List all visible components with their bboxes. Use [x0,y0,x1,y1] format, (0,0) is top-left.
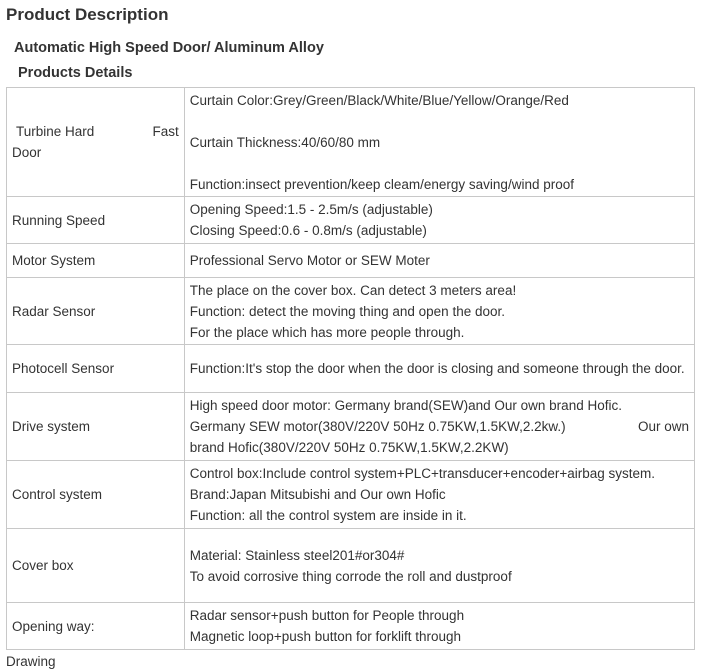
value-line: Curtain Thickness:40/60/80 mm [189,134,381,150]
row-value [184,603,694,650]
value-line: Function:It's stop the door when the door is closing and someone through the door. [189,361,685,376]
row-label: Photocell Sensor [7,345,185,393]
row-value [184,88,694,197]
row-value [184,278,694,345]
row-value [184,244,694,278]
row-value [184,197,694,244]
value-line: brand Hofic(380V/220V 50Hz 0.75KW,1.5KW,2.2KW) [189,440,509,455]
row-label: Cover box [7,529,185,603]
table-row [7,529,695,603]
value-line: Material: Stainless steel201#or304# [189,547,405,563]
value-line: High speed door motor: Germany brand(SEW)and Our own brand Hofic. [189,398,622,413]
row-label: Opening way: [7,603,185,650]
row-label: Radar Sensor [7,278,185,345]
row-label: Control system [7,461,185,529]
row-label: Motor System [7,244,185,278]
value-line: Function: detect the moving thing and open the door. [189,303,505,319]
table-row [7,461,695,529]
value-line: Control box:Include control system+PLC+transducer+encoder+airbag system. [189,466,656,481]
row-label [7,88,185,197]
row-value [184,529,694,603]
value-line: Function:insect prevention/keep cleam/energy saving/wind proof [189,176,574,192]
value-line: Radar sensor+push button for People through [189,608,465,623]
row-label-part: Turbine Hard [16,124,95,139]
value-line: Germany SEW motor(380V/220V 50Hz 0.75KW,1.5KW,2.2kw.) [189,419,566,434]
row-value [184,393,694,461]
row-label: Drive system [7,393,185,461]
table-row [7,197,695,244]
table-row [7,244,695,278]
value-line: For the place which has more people through. [189,324,465,340]
product-subtitle: Automatic High Speed Door/ Aluminum Alloy [14,40,324,56]
value-line: Magnetic loop+push button for forklift through [189,629,462,644]
value-line: To avoid corrosive thing corrode the roll and dustproof [189,568,512,584]
row-label-part: Door [12,145,42,160]
value-line: Professional Servo Motor or SEW Moter [189,253,430,268]
value-line: The place on the cover box. Can detect 3 meters area! [189,282,517,298]
section-heading: Products Details [18,65,133,81]
drawing-heading: Drawing [6,654,56,669]
product-details-table [6,87,695,650]
value-line: Our own [637,419,689,434]
row-value [184,461,694,529]
row-label-part: Fast [152,124,179,139]
value-line: Closing Speed:0.6 - 0.8m/s (adjustable) [189,223,427,238]
table-row [7,603,695,650]
value-line: Curtain Color:Grey/Green/Black/White/Blue/Yellow/Orange/Red [189,92,569,108]
value-line: Function: all the control system are inside in it. [189,508,467,523]
value-line: Opening Speed:1.5 - 2.5m/s (adjustable) [189,202,433,217]
row-label: Running Speed [7,197,185,244]
table-row [7,345,695,393]
table-row [7,393,695,461]
row-value [184,345,694,393]
value-line: Brand:Japan Mitsubishi and Our own Hofic [189,487,446,502]
table-row [7,278,695,345]
page-title: Product Description [6,5,169,24]
table-row [7,88,695,197]
